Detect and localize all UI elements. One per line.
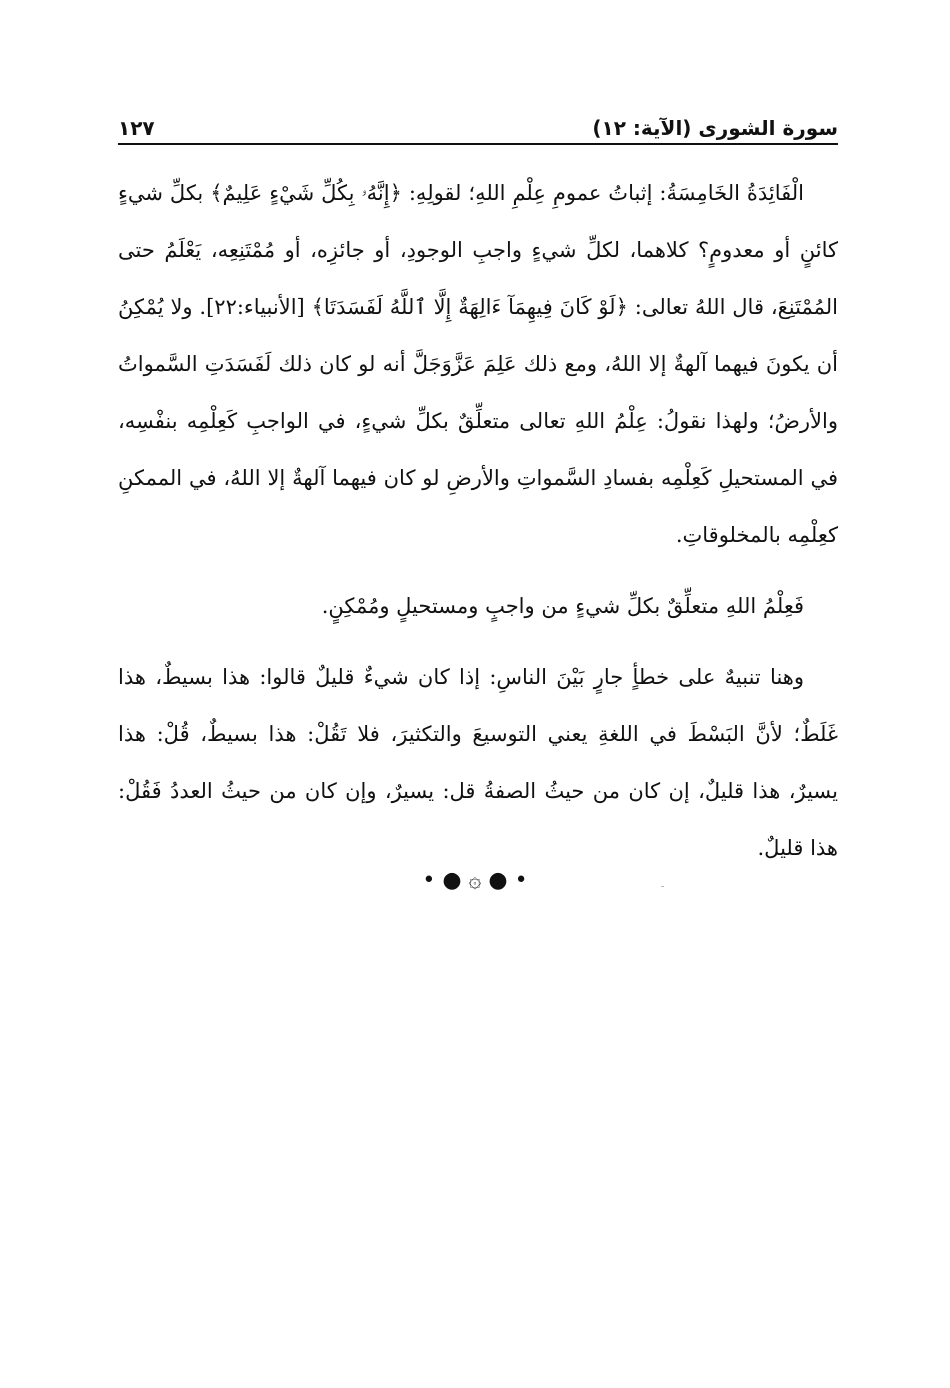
running-header: [118, 100, 838, 140]
scan-speck: [661, 886, 664, 887]
paragraph-summary: فَعِلْمُ اللهِ متعلِّقٌ بكلِّ شيءٍ من واجبٍ ومستحيلٍ ومُمْكِنٍ.: [321, 594, 804, 618]
page-number: ١٢٧: [118, 116, 155, 140]
running-title: سورة الشورى (الآية: ١٢): [592, 116, 838, 140]
section-end-ornament: • ● ۞ ● •: [422, 868, 528, 893]
main-text: [118, 165, 838, 891]
header-divider: [118, 143, 838, 145]
paragraph-warning: وهنا تنبيهٌ على خطأٍ جارٍ بَيْنَ الناسِ: إذا كان شيءٌ قليلٌ قالوا: هذا بسيطٌ، هذا غَلَطٌ؛ لأنَّ البَسْطَ في اللغةِ يعني التوسيعَ والتكثيرَ، فلا تَقُلْ: هذا بسيطٌ، قُلْ: هذا يسيرٌ، هذا قليلٌ، إن كان من حيثُ الصفةُ قل: يسيرٌ، وإن كان من حيثُ العددُ فَقُلْ: هذا قليلٌ.: [118, 665, 838, 860]
paragraph-fifth-benefit: الْفَائِدَةُ الخَامِسَةُ: إثباتُ عمومِ عِلْمِ اللهِ؛ لقولِهِ: ﴿إِنَّهُۥ بِكُلِّ شَيْءٍ عَلِيمٌ﴾ بكلِّ شيءٍ كائنٍ أو معدومٍ؟ كلاهما، لكلِّ شيءٍ واجبِ الوجودِ، أو جائزِه، أو مُمْتَنِعِه، يَعْلَمُ حتى المُمْتَنِعَ، قال اللهُ تعالى: ﴿لَوْ كَانَ فِيهِمَآ ءَالِهَةٌ إِلَّا ٱللَّهُ لَفَسَدَتَا﴾ [الأنبياء:٢٢]. ولا يُمْكِنُ أن يكونَ فيهما آلهةٌ إلا اللهُ، ومع ذلك عَلِمَ عَزَّوَجَلَّ أنه لو كان ذلك لَفَسَدَتِ السَّمواتُ والأرضُ؛ ولهذا نقولُ: عِلْمُ اللهِ تعالى متعلِّقٌ بكلِّ شيءٍ، في الواجبِ كَعِلْمِه بنفْسِه، في المستحيلِ كَعِلْمِه بفسادِ السَّمواتِ والأرضِ لو كان فيهما آلهةٌ إلا اللهُ، في الممكنِ كعِلْمِه بالمخلوقاتِ.: [118, 181, 838, 547]
